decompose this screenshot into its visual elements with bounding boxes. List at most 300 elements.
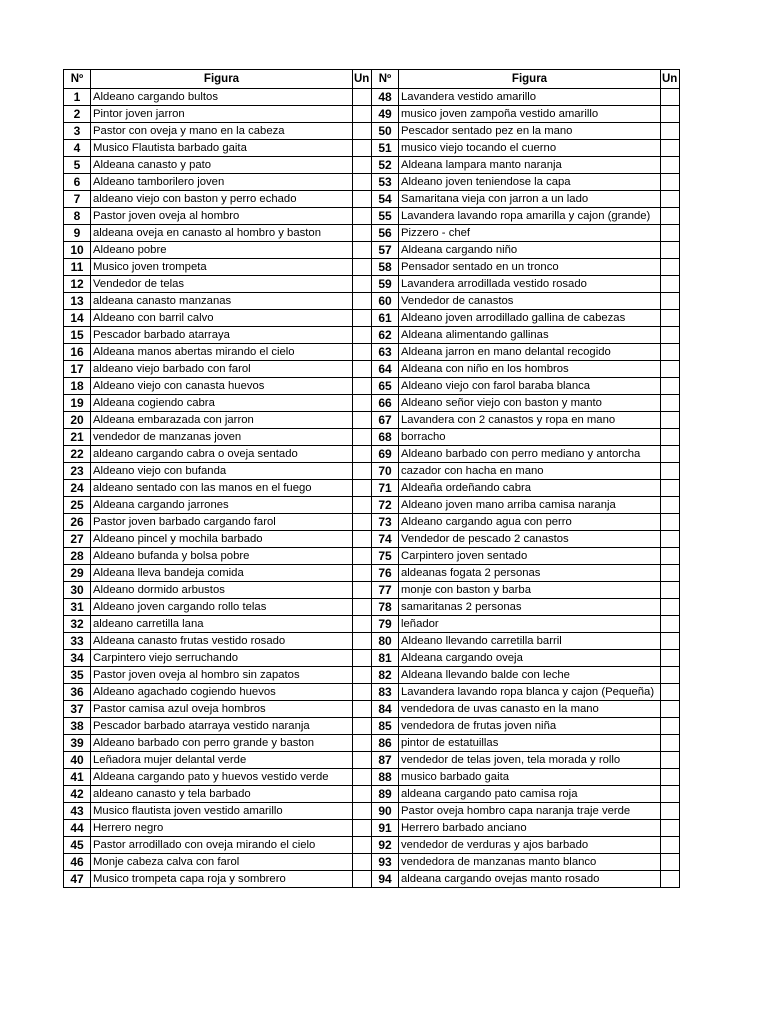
table-row bbox=[64, 616, 680, 633]
item-number-right: 69 bbox=[372, 446, 399, 463]
item-units-left bbox=[353, 803, 372, 820]
item-units-left bbox=[353, 123, 372, 140]
item-figure-left: Pastor arrodillado con oveja mirando el cielo bbox=[91, 837, 353, 854]
item-units-left bbox=[353, 327, 372, 344]
item-units-left bbox=[353, 174, 372, 191]
item-units-right bbox=[661, 395, 680, 412]
item-number-left: 16 bbox=[64, 344, 91, 361]
table-row bbox=[64, 412, 680, 429]
table-row bbox=[64, 786, 680, 803]
table-row bbox=[64, 582, 680, 599]
item-figure-right: Aldeana cargando oveja bbox=[399, 650, 661, 667]
item-figure-left: Pastor camisa azul oveja hombros bbox=[91, 701, 353, 718]
item-number-left: 30 bbox=[64, 582, 91, 599]
item-units-right bbox=[661, 225, 680, 242]
item-number-right: 83 bbox=[372, 684, 399, 701]
item-number-left: 5 bbox=[64, 157, 91, 174]
item-figure-left: Aldeano barbado con perro grande y baston bbox=[91, 735, 353, 752]
item-number-left: 35 bbox=[64, 667, 91, 684]
item-units-right bbox=[661, 599, 680, 616]
header-units-right: Un bbox=[661, 70, 680, 89]
item-number-right: 93 bbox=[372, 854, 399, 871]
table-row bbox=[64, 531, 680, 548]
item-figure-left: aldeano cargando cabra o oveja sentado bbox=[91, 446, 353, 463]
header-figure-right: Figura bbox=[399, 70, 661, 89]
item-number-left: 22 bbox=[64, 446, 91, 463]
item-units-right bbox=[661, 174, 680, 191]
table-body bbox=[64, 89, 680, 888]
item-figure-left: Aldeana canasto y pato bbox=[91, 157, 353, 174]
item-number-right: 54 bbox=[372, 191, 399, 208]
item-number-right: 85 bbox=[372, 718, 399, 735]
item-figure-right: Vendedor de pescado 2 canastos bbox=[399, 531, 661, 548]
item-figure-right: Lavandera vestido amarillo bbox=[399, 89, 661, 106]
table-row bbox=[64, 497, 680, 514]
item-number-right: 58 bbox=[372, 259, 399, 276]
item-units-right bbox=[661, 820, 680, 837]
item-figure-right: Aldeano señor viejo con baston y manto bbox=[399, 395, 661, 412]
item-units-left bbox=[353, 395, 372, 412]
item-units-left bbox=[353, 106, 372, 123]
item-figure-left: Aldeano tamborilero joven bbox=[91, 174, 353, 191]
item-units-right bbox=[661, 123, 680, 140]
table-row bbox=[64, 854, 680, 871]
item-figure-left: Pastor con oveja y mano en la cabeza bbox=[91, 123, 353, 140]
item-figure-left: Leñadora mujer delantal verde bbox=[91, 752, 353, 769]
item-figure-left: Pastor joven barbado cargando farol bbox=[91, 514, 353, 531]
item-units-right bbox=[661, 259, 680, 276]
table-row bbox=[64, 225, 680, 242]
item-figure-left: aldeano viejo barbado con farol bbox=[91, 361, 353, 378]
item-figure-left: Aldeana lleva bandeja comida bbox=[91, 565, 353, 582]
item-figure-left: Aldeana cogiendo cabra bbox=[91, 395, 353, 412]
item-number-right: 63 bbox=[372, 344, 399, 361]
item-number-left: 1 bbox=[64, 89, 91, 106]
item-figure-right: Pastor oveja hombro capa naranja traje verde bbox=[399, 803, 661, 820]
item-figure-left: Carpintero viejo serruchando bbox=[91, 650, 353, 667]
item-figure-right: Aldeano cargando agua con perro bbox=[399, 514, 661, 531]
table-row bbox=[64, 463, 680, 480]
table-row bbox=[64, 157, 680, 174]
item-units-left bbox=[353, 497, 372, 514]
item-figure-right: Aldeano llevando carretilla barril bbox=[399, 633, 661, 650]
item-units-right bbox=[661, 684, 680, 701]
item-figure-left: Pintor joven jarron bbox=[91, 106, 353, 123]
item-figure-right: Pescador sentado pez en la mano bbox=[399, 123, 661, 140]
item-units-left bbox=[353, 89, 372, 106]
item-number-left: 25 bbox=[64, 497, 91, 514]
item-figure-left: Aldeano cargando bultos bbox=[91, 89, 353, 106]
item-figure-right: pintor de estatuillas bbox=[399, 735, 661, 752]
header-units-left: Un bbox=[353, 70, 372, 89]
table-row bbox=[64, 293, 680, 310]
item-figure-right: Lavandera lavando ropa amarilla y cajon (grande) bbox=[399, 208, 661, 225]
item-number-right: 92 bbox=[372, 837, 399, 854]
item-number-right: 82 bbox=[372, 667, 399, 684]
item-number-left: 33 bbox=[64, 633, 91, 650]
table-row bbox=[64, 871, 680, 888]
table-row bbox=[64, 276, 680, 293]
table-row bbox=[64, 735, 680, 752]
item-units-left bbox=[353, 582, 372, 599]
item-figure-left: Aldeana cargando pato y huevos vestido verde bbox=[91, 769, 353, 786]
item-number-left: 14 bbox=[64, 310, 91, 327]
item-units-right bbox=[661, 854, 680, 871]
item-number-right: 56 bbox=[372, 225, 399, 242]
item-figure-right: vendedora de manzanas manto blanco bbox=[399, 854, 661, 871]
table-row bbox=[64, 514, 680, 531]
item-units-left bbox=[353, 276, 372, 293]
item-number-left: 46 bbox=[64, 854, 91, 871]
item-figure-right: Lavandera lavando ropa blanca y cajon (Pequeña) bbox=[399, 684, 661, 701]
item-number-right: 48 bbox=[372, 89, 399, 106]
item-number-left: 38 bbox=[64, 718, 91, 735]
item-units-right bbox=[661, 412, 680, 429]
item-units-left bbox=[353, 599, 372, 616]
item-number-right: 50 bbox=[372, 123, 399, 140]
table-row bbox=[64, 684, 680, 701]
item-number-left: 37 bbox=[64, 701, 91, 718]
item-units-right bbox=[661, 446, 680, 463]
item-units-right bbox=[661, 327, 680, 344]
item-figure-left: Musico joven trompeta bbox=[91, 259, 353, 276]
item-units-left bbox=[353, 718, 372, 735]
item-figure-right: vendedora de uvas canasto en la mano bbox=[399, 701, 661, 718]
item-number-left: 6 bbox=[64, 174, 91, 191]
item-units-right bbox=[661, 497, 680, 514]
item-number-left: 39 bbox=[64, 735, 91, 752]
item-figure-right: Vendedor de canastos bbox=[399, 293, 661, 310]
item-number-right: 71 bbox=[372, 480, 399, 497]
item-units-right bbox=[661, 361, 680, 378]
item-units-left bbox=[353, 684, 372, 701]
item-figure-left: aldeano carretilla lana bbox=[91, 616, 353, 633]
item-number-right: 74 bbox=[372, 531, 399, 548]
item-figure-left: aldeana oveja en canasto al hombro y baston bbox=[91, 225, 353, 242]
table-row bbox=[64, 599, 680, 616]
item-figure-left: Musico trompeta capa roja y sombrero bbox=[91, 871, 353, 888]
figures-table bbox=[63, 69, 680, 888]
item-figure-right: Aldeaña ordeñando cabra bbox=[399, 480, 661, 497]
item-number-right: 90 bbox=[372, 803, 399, 820]
item-number-right: 77 bbox=[372, 582, 399, 599]
item-figure-left: Aldeana cargando jarrones bbox=[91, 497, 353, 514]
item-figure-left: Pastor joven oveja al hombro bbox=[91, 208, 353, 225]
item-units-right bbox=[661, 514, 680, 531]
item-figure-left: aldeano viejo con baston y perro echado bbox=[91, 191, 353, 208]
item-figure-right: monje con baston y barba bbox=[399, 582, 661, 599]
item-figure-right: musico viejo tocando el cuerno bbox=[399, 140, 661, 157]
item-units-left bbox=[353, 633, 372, 650]
item-figure-right: Aldeano joven arrodillado gallina de cabezas bbox=[399, 310, 661, 327]
item-number-left: 13 bbox=[64, 293, 91, 310]
item-number-right: 72 bbox=[372, 497, 399, 514]
item-units-left bbox=[353, 480, 372, 497]
item-units-right bbox=[661, 480, 680, 497]
item-number-right: 88 bbox=[372, 769, 399, 786]
item-units-right bbox=[661, 140, 680, 157]
item-units-left bbox=[353, 293, 372, 310]
item-units-left bbox=[353, 837, 372, 854]
item-figure-left: Aldeano viejo con bufanda bbox=[91, 463, 353, 480]
item-units-right bbox=[661, 565, 680, 582]
item-figure-right: Lavandera arrodillada vestido rosado bbox=[399, 276, 661, 293]
item-number-right: 89 bbox=[372, 786, 399, 803]
item-units-left bbox=[353, 259, 372, 276]
item-figure-left: Aldeano dormido arbustos bbox=[91, 582, 353, 599]
item-number-right: 87 bbox=[372, 752, 399, 769]
item-number-right: 64 bbox=[372, 361, 399, 378]
item-units-left bbox=[353, 225, 372, 242]
item-units-left bbox=[353, 786, 372, 803]
table-row bbox=[64, 310, 680, 327]
item-number-left: 44 bbox=[64, 820, 91, 837]
item-number-left: 32 bbox=[64, 616, 91, 633]
item-units-right bbox=[661, 633, 680, 650]
item-figure-right: samaritanas 2 personas bbox=[399, 599, 661, 616]
item-number-left: 11 bbox=[64, 259, 91, 276]
item-number-left: 41 bbox=[64, 769, 91, 786]
item-units-right bbox=[661, 276, 680, 293]
item-units-right bbox=[661, 429, 680, 446]
table-row bbox=[64, 650, 680, 667]
item-units-right bbox=[661, 667, 680, 684]
item-number-right: 84 bbox=[372, 701, 399, 718]
item-number-left: 19 bbox=[64, 395, 91, 412]
item-figure-left: Monje cabeza calva con farol bbox=[91, 854, 353, 871]
table-row bbox=[64, 701, 680, 718]
item-number-right: 53 bbox=[372, 174, 399, 191]
item-units-left bbox=[353, 429, 372, 446]
item-figure-right: Aldeano viejo con farol baraba blanca bbox=[399, 378, 661, 395]
item-number-left: 24 bbox=[64, 480, 91, 497]
item-units-right bbox=[661, 548, 680, 565]
item-figure-left: Aldeana manos abertas mirando el cielo bbox=[91, 344, 353, 361]
item-number-left: 34 bbox=[64, 650, 91, 667]
item-number-left: 47 bbox=[64, 871, 91, 888]
item-number-right: 91 bbox=[372, 820, 399, 837]
item-figure-left: aldeano canasto y tela barbado bbox=[91, 786, 353, 803]
item-number-left: 31 bbox=[64, 599, 91, 616]
item-number-right: 67 bbox=[372, 412, 399, 429]
item-units-right bbox=[661, 735, 680, 752]
table-row bbox=[64, 106, 680, 123]
item-units-left bbox=[353, 157, 372, 174]
item-figure-left: vendedor de manzanas joven bbox=[91, 429, 353, 446]
item-figure-left: aldeano sentado con las manos en el fuego bbox=[91, 480, 353, 497]
item-number-left: 27 bbox=[64, 531, 91, 548]
table-row bbox=[64, 242, 680, 259]
item-units-left bbox=[353, 310, 372, 327]
item-units-right bbox=[661, 293, 680, 310]
item-number-left: 8 bbox=[64, 208, 91, 225]
item-units-right bbox=[661, 208, 680, 225]
table-row bbox=[64, 361, 680, 378]
item-figure-right: Aldeana alimentando gallinas bbox=[399, 327, 661, 344]
item-figure-right: leñador bbox=[399, 616, 661, 633]
table-row bbox=[64, 89, 680, 106]
item-units-right bbox=[661, 837, 680, 854]
item-figure-right: vendedora de frutas joven niña bbox=[399, 718, 661, 735]
item-units-left bbox=[353, 752, 372, 769]
item-units-right bbox=[661, 310, 680, 327]
item-number-right: 86 bbox=[372, 735, 399, 752]
table-row bbox=[64, 208, 680, 225]
item-units-right bbox=[661, 769, 680, 786]
item-figure-right: Aldeana llevando balde con leche bbox=[399, 667, 661, 684]
item-figure-right: Pizzero - chef bbox=[399, 225, 661, 242]
item-units-right bbox=[661, 616, 680, 633]
item-number-left: 4 bbox=[64, 140, 91, 157]
header-num-left: Nº bbox=[64, 70, 91, 89]
item-figure-right: musico barbado gaita bbox=[399, 769, 661, 786]
item-units-right bbox=[661, 701, 680, 718]
header-figure-left: Figura bbox=[91, 70, 353, 89]
item-units-left bbox=[353, 208, 372, 225]
item-figure-left: Aldeano pobre bbox=[91, 242, 353, 259]
item-figure-left: Musico Flautista barbado gaita bbox=[91, 140, 353, 157]
item-figure-left: Aldeano viejo con canasta huevos bbox=[91, 378, 353, 395]
item-number-left: 3 bbox=[64, 123, 91, 140]
item-units-left bbox=[353, 871, 372, 888]
item-figure-right: Aldeano barbado con perro mediano y antorcha bbox=[399, 446, 661, 463]
item-number-right: 55 bbox=[372, 208, 399, 225]
item-number-right: 49 bbox=[372, 106, 399, 123]
item-number-left: 2 bbox=[64, 106, 91, 123]
item-number-left: 15 bbox=[64, 327, 91, 344]
item-units-right bbox=[661, 786, 680, 803]
item-number-right: 51 bbox=[372, 140, 399, 157]
item-units-right bbox=[661, 242, 680, 259]
item-figure-left: Aldeano joven cargando rollo telas bbox=[91, 599, 353, 616]
item-units-right bbox=[661, 718, 680, 735]
table-row bbox=[64, 548, 680, 565]
item-units-left bbox=[353, 514, 372, 531]
item-units-right bbox=[661, 582, 680, 599]
item-units-left bbox=[353, 463, 372, 480]
item-units-left bbox=[353, 140, 372, 157]
item-units-right bbox=[661, 89, 680, 106]
item-units-left bbox=[353, 769, 372, 786]
item-units-right bbox=[661, 378, 680, 395]
item-units-right bbox=[661, 344, 680, 361]
item-figure-right: aldeana cargando pato camisa roja bbox=[399, 786, 661, 803]
item-number-left: 26 bbox=[64, 514, 91, 531]
item-units-right bbox=[661, 191, 680, 208]
table-row bbox=[64, 446, 680, 463]
item-units-left bbox=[353, 820, 372, 837]
item-units-right bbox=[661, 803, 680, 820]
table-row bbox=[64, 480, 680, 497]
item-figure-left: Musico flautista joven vestido amarillo bbox=[91, 803, 353, 820]
item-figure-right: cazador con hacha en mano bbox=[399, 463, 661, 480]
item-number-left: 23 bbox=[64, 463, 91, 480]
item-units-left bbox=[353, 531, 372, 548]
item-figure-right: Aldeano joven teniendose la capa bbox=[399, 174, 661, 191]
item-figure-right: vendedor de telas joven, tela morada y rollo bbox=[399, 752, 661, 769]
item-number-left: 45 bbox=[64, 837, 91, 854]
item-number-left: 7 bbox=[64, 191, 91, 208]
item-number-right: 78 bbox=[372, 599, 399, 616]
item-figure-right: Aldeana cargando niño bbox=[399, 242, 661, 259]
item-figure-left: Pescador barbado atarraya bbox=[91, 327, 353, 344]
item-figure-left: Aldeano agachado cogiendo huevos bbox=[91, 684, 353, 701]
table-row bbox=[64, 174, 680, 191]
item-units-left bbox=[353, 361, 372, 378]
header-num-right: Nº bbox=[372, 70, 399, 89]
table-row bbox=[64, 123, 680, 140]
table-row bbox=[64, 803, 680, 820]
item-number-right: 66 bbox=[372, 395, 399, 412]
item-figure-right: aldeana cargando ovejas manto rosado bbox=[399, 871, 661, 888]
item-number-left: 40 bbox=[64, 752, 91, 769]
item-units-left bbox=[353, 735, 372, 752]
item-number-left: 28 bbox=[64, 548, 91, 565]
item-figure-left: aldeana canasto manzanas bbox=[91, 293, 353, 310]
item-number-left: 20 bbox=[64, 412, 91, 429]
item-number-right: 73 bbox=[372, 514, 399, 531]
item-number-right: 70 bbox=[372, 463, 399, 480]
item-figure-right: Carpintero joven sentado bbox=[399, 548, 661, 565]
item-figure-left: Aldeano con barril calvo bbox=[91, 310, 353, 327]
item-figure-left: Pastor joven oveja al hombro sin zapatos bbox=[91, 667, 353, 684]
item-units-left bbox=[353, 667, 372, 684]
item-units-left bbox=[353, 548, 372, 565]
item-units-right bbox=[661, 531, 680, 548]
item-number-right: 68 bbox=[372, 429, 399, 446]
table-row bbox=[64, 327, 680, 344]
item-number-right: 61 bbox=[372, 310, 399, 327]
item-number-left: 9 bbox=[64, 225, 91, 242]
item-units-left bbox=[353, 854, 372, 871]
item-number-left: 42 bbox=[64, 786, 91, 803]
table-row bbox=[64, 344, 680, 361]
item-figure-right: Samaritana vieja con jarron a un lado bbox=[399, 191, 661, 208]
item-number-left: 21 bbox=[64, 429, 91, 446]
item-figure-left: Aldeano bufanda y bolsa pobre bbox=[91, 548, 353, 565]
item-figure-left: Vendedor de telas bbox=[91, 276, 353, 293]
table-row bbox=[64, 769, 680, 786]
table-row bbox=[64, 259, 680, 276]
item-figure-right: Herrero barbado anciano bbox=[399, 820, 661, 837]
table-row bbox=[64, 395, 680, 412]
item-number-right: 59 bbox=[372, 276, 399, 293]
item-number-left: 10 bbox=[64, 242, 91, 259]
table-row bbox=[64, 718, 680, 735]
table-row bbox=[64, 191, 680, 208]
item-units-left bbox=[353, 446, 372, 463]
item-figure-right: aldeanas fogata 2 personas bbox=[399, 565, 661, 582]
item-units-right bbox=[661, 871, 680, 888]
item-figure-right: Pensador sentado en un tronco bbox=[399, 259, 661, 276]
table-row bbox=[64, 633, 680, 650]
item-units-left bbox=[353, 412, 372, 429]
item-units-left bbox=[353, 191, 372, 208]
item-number-right: 94 bbox=[372, 871, 399, 888]
item-number-left: 18 bbox=[64, 378, 91, 395]
header-row bbox=[64, 70, 680, 89]
item-number-right: 57 bbox=[372, 242, 399, 259]
item-number-right: 79 bbox=[372, 616, 399, 633]
item-figure-right: Aldeana lampara manto naranja bbox=[399, 157, 661, 174]
item-figure-left: Aldeana canasto frutas vestido rosado bbox=[91, 633, 353, 650]
item-number-right: 75 bbox=[372, 548, 399, 565]
item-units-right bbox=[661, 752, 680, 769]
table-row bbox=[64, 378, 680, 395]
item-figure-left: Aldeano pincel y mochila barbado bbox=[91, 531, 353, 548]
item-number-left: 17 bbox=[64, 361, 91, 378]
item-figure-right: Aldeana jarron en mano delantal recogido bbox=[399, 344, 661, 361]
